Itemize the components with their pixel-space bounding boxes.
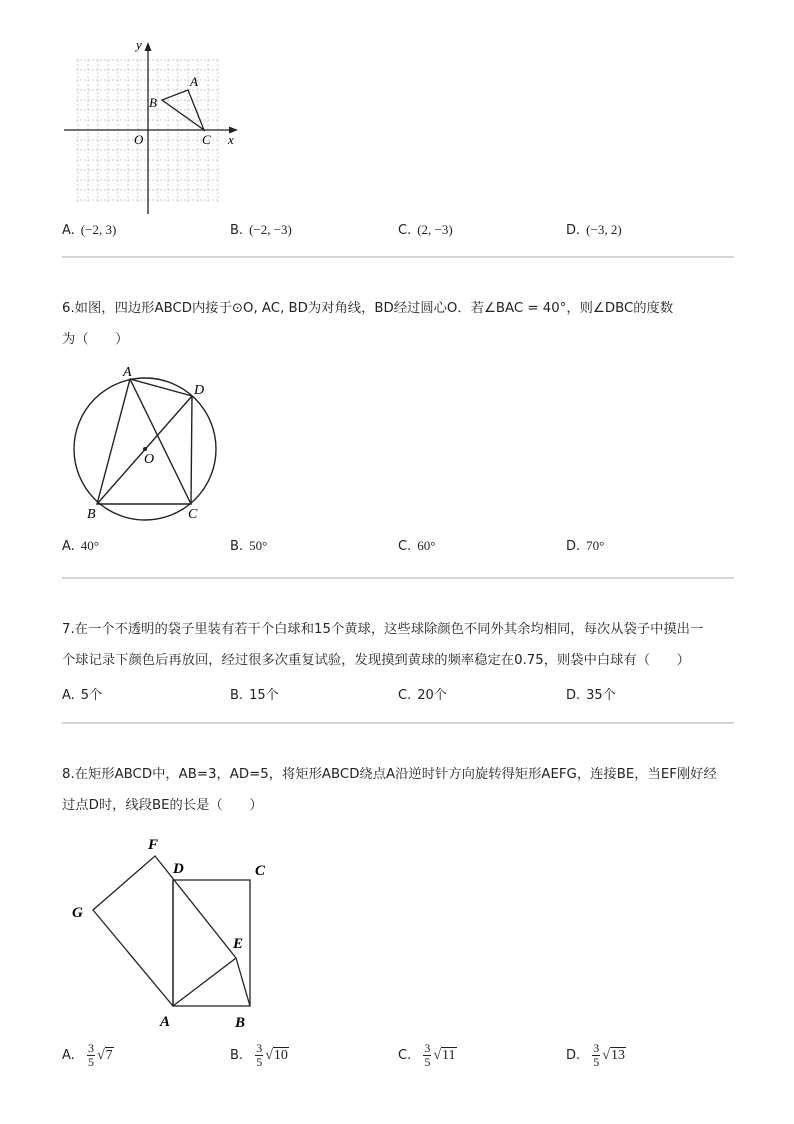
q8-rectangle-aefg — [93, 856, 236, 1006]
q7-option-b-value: 15个 — [249, 688, 279, 703]
q8-label-e: E — [233, 936, 244, 952]
q8-question-line2: 过点D时，线段BE的长是（ ） — [62, 798, 263, 813]
q7-question-line2: 个球记录下颜色后再放回，经过很多次重复试验，发现摸到黄球的频率稳定在0.75，则袋中白球有（ ） — [62, 653, 690, 668]
q7-option-a-value: 5个 — [80, 688, 103, 703]
q8-option-a-fraction — [87, 1042, 95, 1069]
q7-option-a[interactable] — [62, 684, 102, 703]
q7-option-c[interactable] — [398, 684, 447, 703]
q8-option-a[interactable] — [62, 1042, 114, 1069]
q5-option-a-value: (−2, 3) — [80, 222, 117, 237]
q8-option-a-label: A. — [62, 1048, 75, 1063]
q5-label-b: B — [149, 95, 157, 110]
q8-option-b-sqrt: √10 — [265, 1048, 288, 1063]
separator-q5 — [62, 256, 734, 258]
q7-question-line1: 7.在一个不透明的袋子里装有若干个白球和15个黄球，这些球除颜色不同外其余均相同，每次从袋子中摸出一 — [62, 622, 704, 637]
q5-coordinate-figure — [60, 34, 250, 219]
q6-option-c-value: 60° — [417, 538, 436, 553]
q7-option-c-label: C. — [398, 688, 412, 703]
q8-option-a-sqrt: √7 — [96, 1048, 113, 1063]
q8-option-b-label: B. — [230, 1048, 244, 1063]
q8-option-d-fraction — [592, 1042, 600, 1069]
q8-label-b: B — [235, 1015, 246, 1031]
q6-diagonal-ac — [130, 379, 191, 504]
q8-option-d-label: D. — [566, 1048, 581, 1063]
q8-option-c-radicand: 11 — [442, 1048, 456, 1063]
q8-option-b-denominator: 5 — [256, 1055, 263, 1069]
q5-y-arrow — [145, 42, 152, 51]
q5-option-a-label: A. — [62, 223, 75, 238]
q7-option-d-label: D. — [566, 688, 581, 703]
q8-label-f: F — [148, 837, 159, 853]
q6-option-a-value: 40° — [80, 538, 99, 553]
q6-option-a[interactable] — [62, 538, 99, 554]
q5-label-o: O — [134, 132, 144, 147]
q6-option-a-label: A. — [62, 539, 75, 554]
q7-option-d-value: 35个 — [586, 688, 616, 703]
q5-option-d[interactable] — [566, 222, 622, 238]
q6-label-b: B — [87, 507, 96, 522]
q6-option-b[interactable] — [230, 538, 267, 554]
q8-option-d[interactable] — [566, 1042, 626, 1069]
q5-label-c: C — [202, 132, 211, 147]
q8-option-d-denominator: 5 — [593, 1055, 600, 1069]
q6-option-c[interactable] — [398, 538, 435, 554]
q8-option-c-label: C. — [398, 1048, 412, 1063]
q6-option-d-value: 70° — [586, 538, 605, 553]
q6-question-line1: 6.如图，四边形ABCD内接于⊙O, AC, BD为对角线，BD经过圆心O．若∠BAC = 40°，则∠DBC的度数 — [62, 301, 674, 316]
q6-question-line2: 为（ ） — [62, 332, 129, 347]
q8-option-c-denominator: 5 — [424, 1055, 431, 1069]
q8-option-d-sqrt: √13 — [602, 1048, 625, 1063]
q8-label-g: G — [72, 905, 83, 921]
q7-option-b[interactable] — [230, 684, 279, 703]
q5-option-c[interactable] — [398, 222, 453, 238]
q8-option-c-sqrt: √11 — [433, 1048, 456, 1063]
q6-circle-figure — [64, 362, 234, 527]
q5-label-y: y — [136, 37, 142, 52]
separator-q7 — [62, 722, 734, 724]
q7-option-d[interactable] — [566, 684, 616, 703]
q8-segment-be — [236, 958, 250, 1006]
q6-label-o: O — [144, 452, 155, 467]
q8-option-b[interactable] — [230, 1042, 289, 1069]
q8-option-a-denominator: 5 — [87, 1055, 94, 1069]
q5-option-c-label: C. — [398, 223, 412, 238]
q8-option-a-numerator: 3 — [87, 1041, 94, 1055]
q8-option-b-radicand: 10 — [273, 1048, 288, 1063]
q8-option-c-numerator: 3 — [424, 1041, 431, 1055]
q8-option-c-fraction — [423, 1042, 431, 1069]
q5-option-a[interactable] — [62, 222, 116, 238]
q6-option-b-value: 50° — [249, 538, 268, 553]
q8-label-a: A — [160, 1014, 171, 1030]
q7-option-c-value: 20个 — [417, 688, 447, 703]
q5-label-a: A — [190, 74, 198, 89]
q6-label-d: D — [194, 383, 205, 398]
q5-option-d-label: D. — [566, 223, 581, 238]
q6-quadrilateral-abcd — [97, 379, 192, 504]
q8-option-c[interactable] — [398, 1042, 457, 1069]
q6-label-c: C — [188, 507, 198, 522]
q5-option-b[interactable] — [230, 222, 292, 238]
q8-question-line1: 8.在矩形ABCD中，AB=3，AD=5，将矩形ABCD绕点A沿逆时针方向旋转得矩形AEFG，连接BE，当EF刚好经 — [62, 767, 717, 782]
q8-option-d-radicand: 13 — [610, 1048, 625, 1063]
q5-option-b-value: (−2, −3) — [249, 222, 292, 237]
q8-label-d: D — [173, 861, 184, 877]
q8-option-d-numerator: 3 — [593, 1041, 600, 1055]
q6-option-d[interactable] — [566, 538, 604, 554]
separator-q6 — [62, 577, 734, 579]
q5-option-c-value: (2, −3) — [417, 222, 453, 237]
q6-option-d-label: D. — [566, 539, 581, 554]
q8-label-c: C — [255, 863, 266, 879]
q8-option-a-radicand: 7 — [105, 1048, 113, 1063]
q5-option-d-value: (−3, 2) — [586, 222, 622, 237]
q8-option-b-fraction — [255, 1042, 263, 1069]
q6-label-a: A — [123, 365, 132, 380]
q5-label-x: x — [228, 132, 234, 147]
q7-option-b-label: B. — [230, 688, 244, 703]
q8-option-b-numerator: 3 — [256, 1041, 263, 1055]
q8-rectangle-figure — [66, 830, 286, 1035]
q5-option-b-label: B. — [230, 223, 244, 238]
q6-option-b-label: B. — [230, 539, 244, 554]
q6-center-dot — [143, 447, 147, 451]
q6-option-c-label: C. — [398, 539, 412, 554]
q7-option-a-label: A. — [62, 688, 75, 703]
